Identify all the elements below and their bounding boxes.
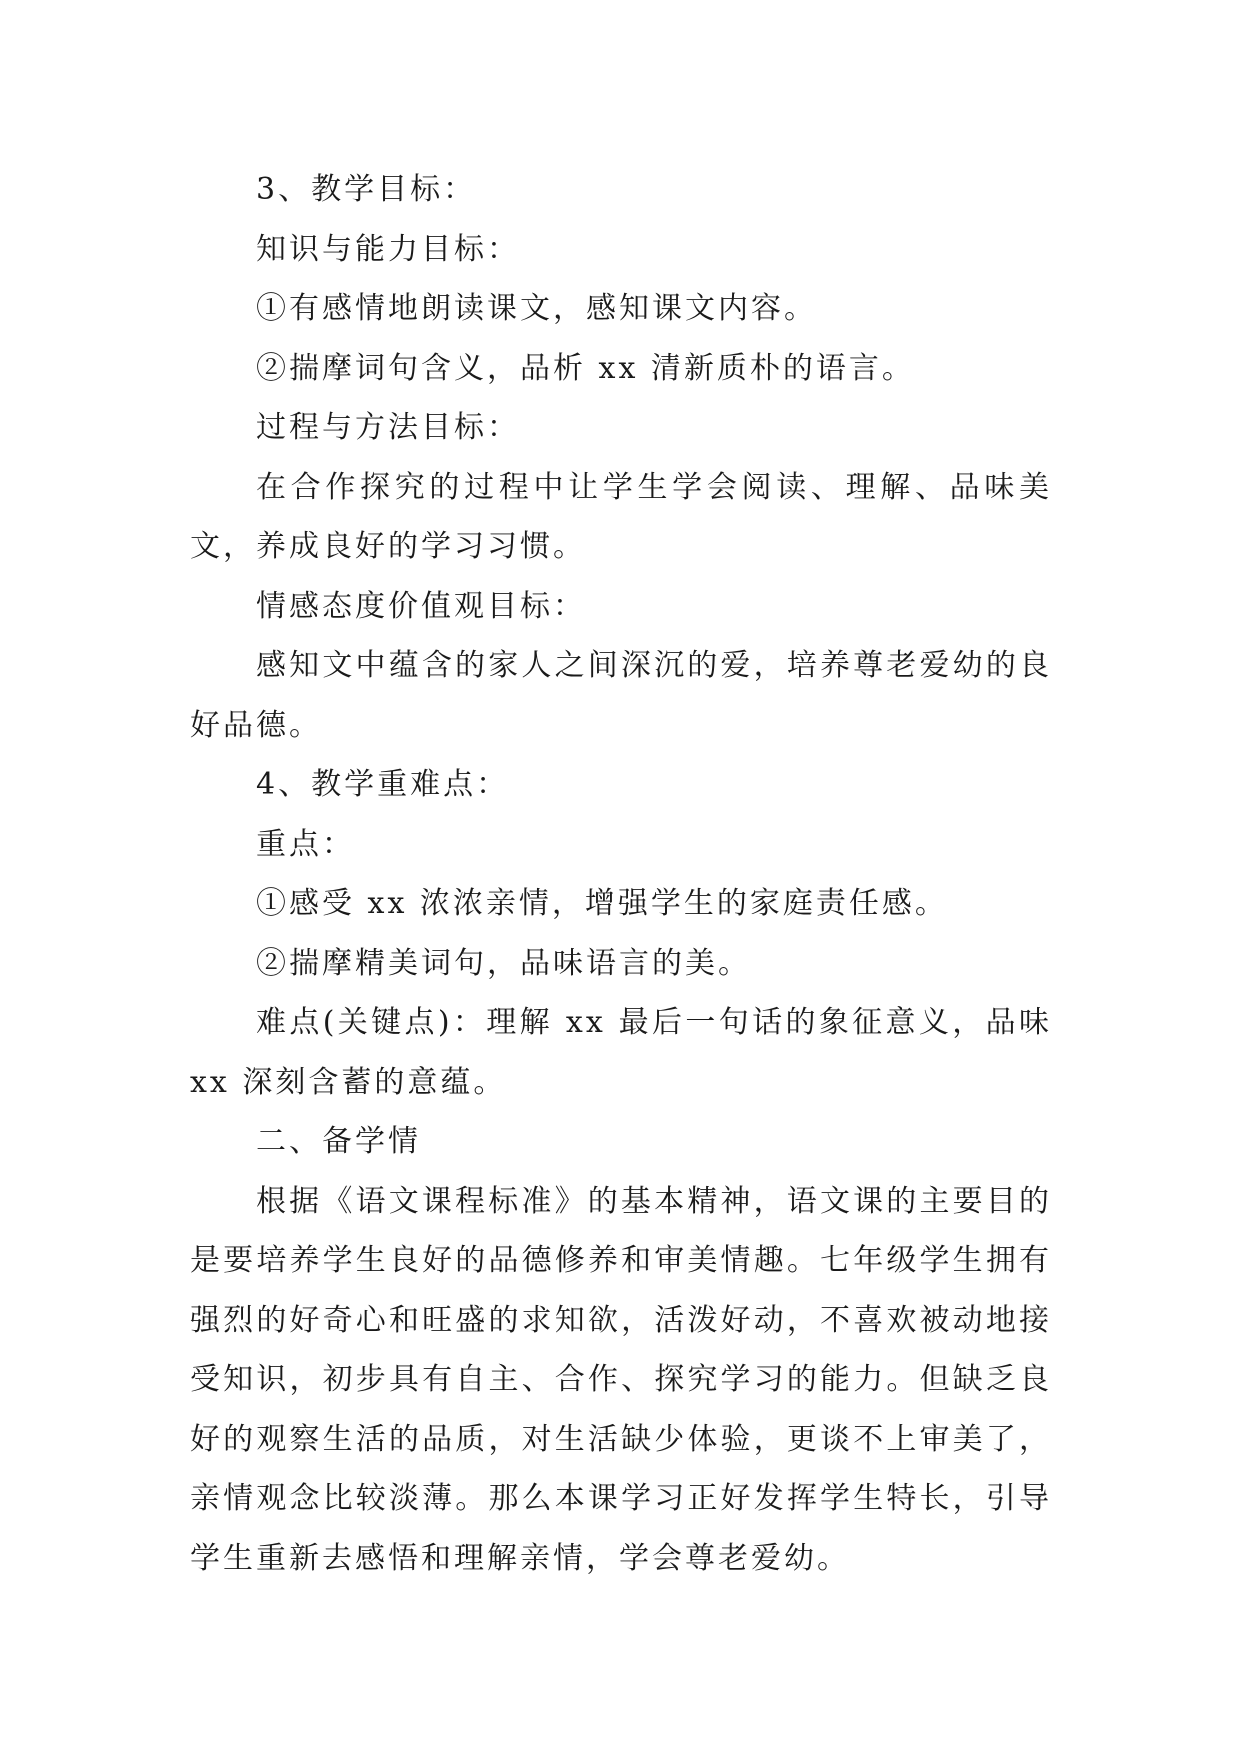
heading-key-difficult-points: 4、教学重难点：: [256, 767, 510, 802]
student-analysis-text: 根据《语文课程标准》的基本精神，语文课的主要目的是要培养学生良好的品德修养和审美情趣。七年级学生拥有强烈的好奇心和旺盛的求知欲，活泼好动，不喜欢被动地接受知识，初步具有自主、合作、探究学习的能力。但缺乏良好的观察生活的品质，对生活缺少体验，更谈不上审美了，亲情观念比较淡薄。那么本课学习正好发挥学生特长，引导学生重新去感悟和理解亲情，学会尊老爱幼。: [190, 1183, 1052, 1576]
goal-item-1: ①有感情地朗读课文，感知课文内容。: [256, 291, 817, 326]
key-point-item-1: ①感受 xx 浓浓亲情，增强学生的家庭责任感。: [256, 886, 948, 921]
key-point-item-2: ②揣摩精美词句，品味语言的美。: [256, 945, 751, 981]
heading-student-analysis: 二、备学情: [256, 1124, 421, 1159]
subheading-process-method: 过程与方法目标：: [256, 410, 520, 445]
subheading-knowledge-ability: 知识与能力目标：: [256, 231, 520, 267]
subheading-emotion-values: 情感态度价值观目标：: [256, 588, 586, 624]
difficult-point-text: 难点(关键点)：理解 xx 最后一句话的象征意义，品味 xx 深刻含蓄的意蕴。: [190, 1005, 1052, 1100]
subheading-key-points: 重点：: [256, 826, 355, 862]
document-body: [190, 160, 1052, 1588]
goal-item-2: ②揣摩词句含义，品析 xx 清新质朴的语言。: [256, 350, 915, 386]
heading-teaching-goals: 3、教学目标：: [256, 172, 477, 207]
emotion-values-text: 感知文中蕴含的家人之间深沉的爱，培养尊老爱幼的良好品德。: [190, 648, 1052, 743]
process-method-text: 在合作探究的过程中让学生学会阅读、理解、品味美文，养成良好的学习习惯。: [190, 469, 1052, 564]
